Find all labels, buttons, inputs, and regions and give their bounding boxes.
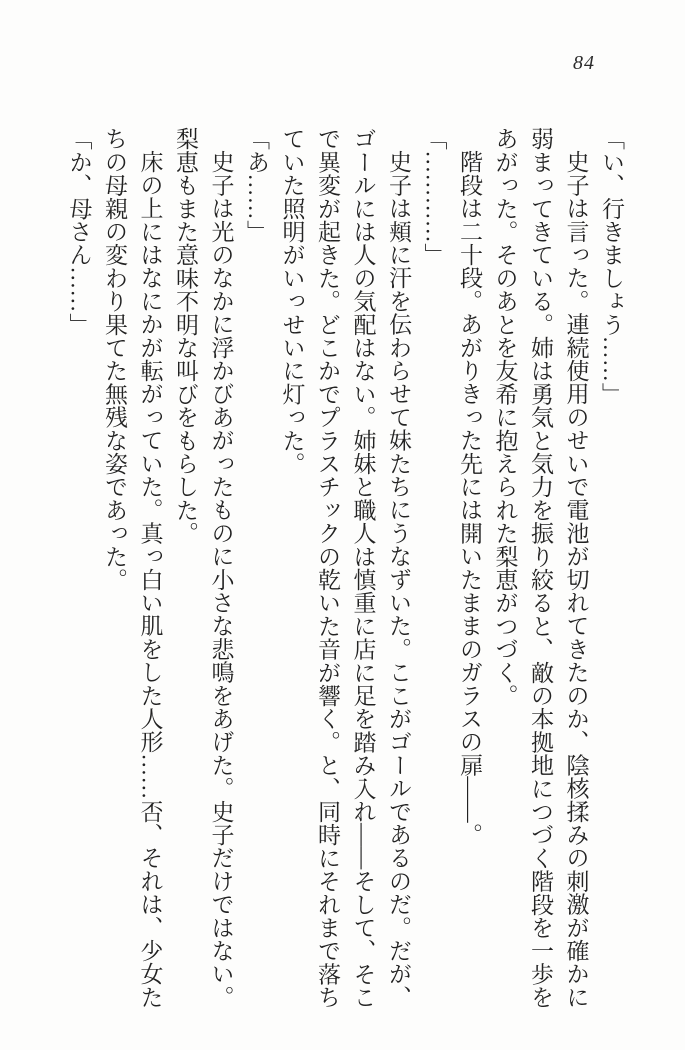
dialogue-line: 「あ……」: [244, 127, 269, 243]
narration-paragraph: 史子は光のなかに浮かびあがったものに小さな悲鳴をあげた。史子だけではない。梨恵もまた意味不明な叫びをもらした。: [173, 127, 234, 1009]
dialogue-line: 「…………」: [421, 127, 447, 267]
dialogue-line: 「い、行きましょう……」: [599, 127, 624, 406]
narration-paragraph: 階段は二十段。あがりきった先には開いたままのガラスの扉——。: [457, 150, 482, 846]
narration-paragraph: 床の上にはなにかが転がっていた。真っ白い肌をした人形……否、それは、少女たちの母親の変わり果てた無残な姿であった。: [102, 127, 163, 1009]
novel-text-block: [61, 127, 629, 1013]
narration-paragraph: 史子は頬に汗を伝わらせて妹たちにうなずいた。ここがゴールであるのだ。だが、ゴールには人の気配はない。姉妹と職人は慎重に店に足を踏み入れ——そして、そこで異変が起きた。どこかでプラスチックの乾いた音が響く。と、同時にそれまで落ちていた照明がいっせいに灯った。: [279, 127, 411, 1009]
dialogue-line: 「か、母さん……」: [66, 127, 92, 336]
page-number: 84: [573, 52, 595, 74]
narration-paragraph: 史子は言った。連続使用のせいで電池が切れてきたのか、陰核揉みの刺激が確かに弱まってきている。姉は勇気と気力を振り絞ると、敵の本拠地につづく階段を一歩をあがった。そのあとを友希に抱えられた梨恵がつづく。: [492, 127, 589, 1009]
